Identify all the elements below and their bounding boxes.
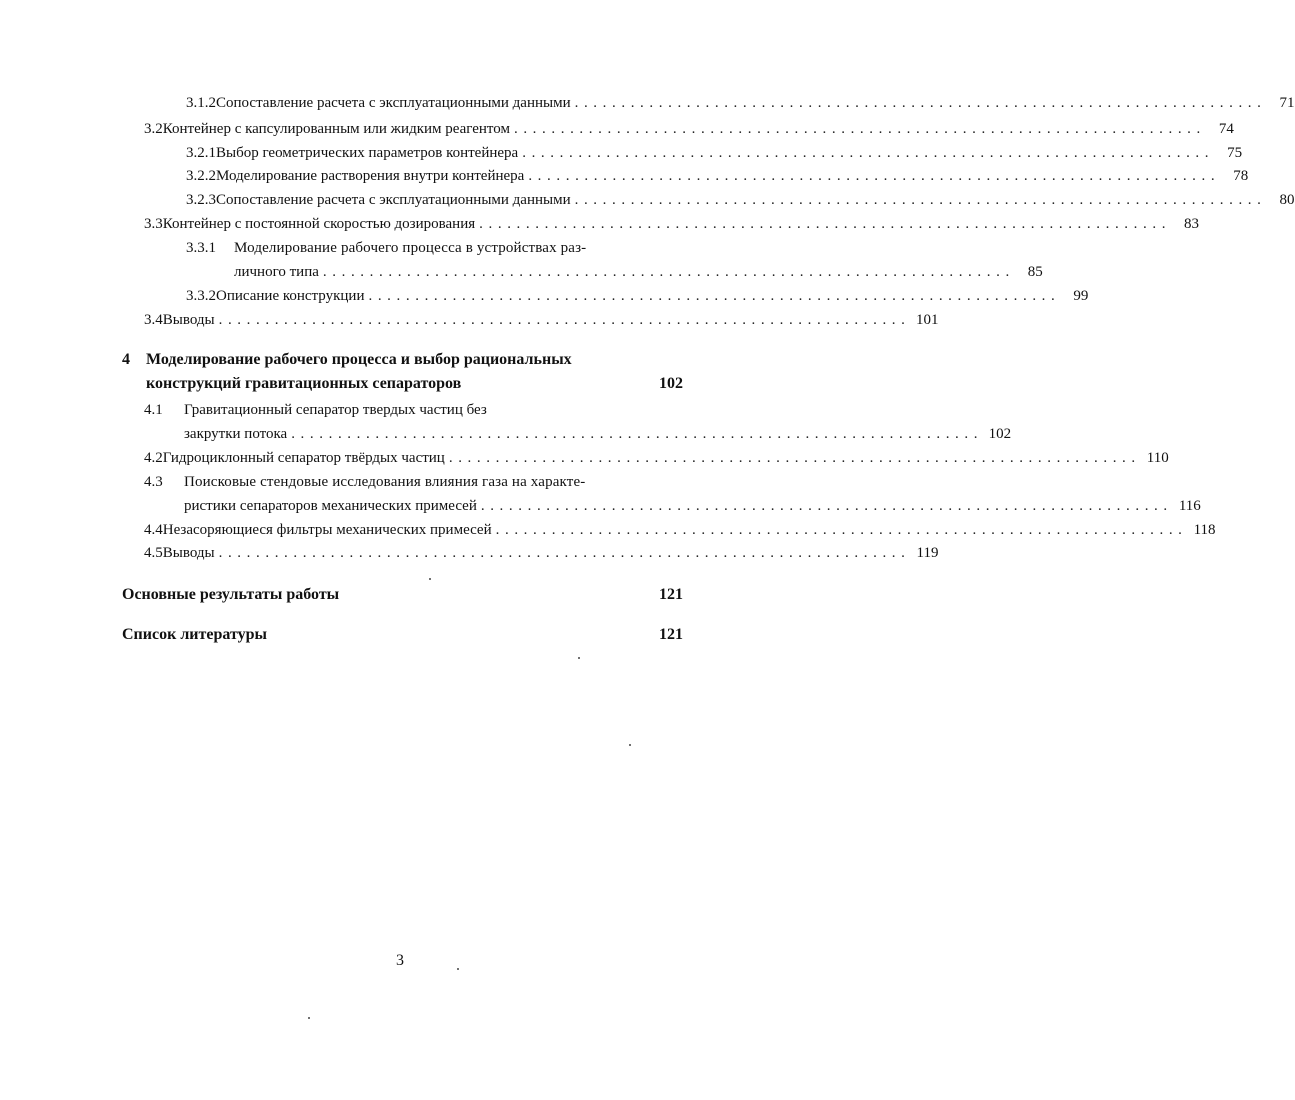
scan-speck bbox=[578, 657, 580, 659]
dot-leader: .......................................................................... bbox=[522, 145, 1215, 161]
dot-leader: .......................................................................... bbox=[574, 192, 1267, 208]
toc-entry bbox=[186, 192, 1295, 209]
toc-chapter-title: Основные результаты работы bbox=[122, 586, 340, 603]
toc-entry-title: Сопоставление расчета с эксплуатационными данными bbox=[216, 95, 571, 111]
scan-speck bbox=[629, 744, 631, 746]
dot-leader: .......................................................................... bbox=[368, 288, 1061, 304]
toc-entry-page: 80 bbox=[1279, 192, 1295, 208]
toc-entry-title: Гравитационный сепаратор твердых частиц без bbox=[184, 402, 487, 418]
toc-entry bbox=[144, 545, 939, 562]
toc-chapter-continuation bbox=[146, 375, 683, 393]
toc-entry-page: 118 bbox=[1193, 522, 1216, 538]
toc-entry bbox=[144, 474, 683, 491]
dot-leader: .......................................................................... bbox=[291, 426, 984, 442]
toc-entry-title: Гидроциклонный сепаратор твёрдых частиц bbox=[162, 450, 445, 466]
toc-entry bbox=[144, 402, 683, 419]
toc-entry-number: 4.5 bbox=[144, 545, 163, 561]
toc-chapter-page: 121 bbox=[659, 586, 683, 603]
toc-entry-page: 102 bbox=[988, 426, 1012, 442]
dot-leader: .......................................................................... bbox=[495, 522, 1188, 538]
toc-entry-title: Незасоряющиеся фильтры механических примесей bbox=[162, 522, 492, 538]
page-number: 3 bbox=[396, 952, 404, 969]
toc-entry-continuation bbox=[184, 426, 1012, 443]
toc-entry-page: 116 bbox=[1178, 498, 1201, 514]
toc-entry-page: 83 bbox=[1184, 216, 1200, 232]
toc-entry-title: личного типа bbox=[234, 264, 319, 280]
toc-entry-number: 3.2 bbox=[144, 121, 163, 137]
toc-entry-title: ристики сепараторов механических примесей bbox=[184, 498, 477, 514]
toc-entry-title: Выводы bbox=[162, 312, 215, 328]
dot-leader: .......................................................................... bbox=[513, 121, 1206, 137]
dot-leader: .......................................................................... bbox=[574, 95, 1267, 111]
toc-entry-title: закрутки потока bbox=[184, 426, 288, 442]
toc-entry bbox=[186, 145, 1243, 162]
toc-chapter-number: 4 bbox=[122, 351, 130, 368]
scan-speck bbox=[457, 968, 459, 970]
toc-entry bbox=[186, 288, 1089, 305]
dot-leader: .......................................................................... bbox=[322, 264, 1015, 280]
toc-entry-number: 4.3 bbox=[144, 474, 163, 490]
toc-entry-page: 110 bbox=[1146, 450, 1169, 466]
toc-entry-number: 3.4 bbox=[144, 312, 163, 328]
dot-leader: .......................................................................... bbox=[528, 168, 1221, 184]
toc-entry bbox=[144, 312, 939, 329]
toc-entry-number: 4.2 bbox=[144, 450, 163, 466]
toc-entry-number: 3.2.2 bbox=[186, 168, 216, 184]
toc-entry-title: Выбор геометрических параметров контейнера bbox=[216, 145, 519, 161]
toc-entry bbox=[186, 240, 683, 257]
toc-chapter bbox=[122, 626, 683, 644]
toc-entry-page: 99 bbox=[1073, 288, 1089, 304]
toc-entry-page: 119 bbox=[916, 545, 939, 561]
toc-entry-title: Поисковые стендовые исследования влияния газа на характе- bbox=[184, 474, 586, 490]
toc-chapter-title: Список литературы bbox=[122, 626, 267, 643]
toc-entry-continuation bbox=[184, 498, 1201, 515]
toc-entry-number: 3.3 bbox=[144, 216, 163, 232]
toc-entry-page: 101 bbox=[916, 312, 939, 328]
toc-entry-title: Моделирование растворения внутри контейнера bbox=[216, 168, 525, 184]
toc-entry-number: 3.1.2 bbox=[186, 95, 216, 111]
toc-entry-continuation bbox=[234, 264, 1043, 281]
toc-chapter bbox=[122, 586, 683, 604]
scan-speck bbox=[429, 578, 431, 580]
toc-entry-title: Выводы bbox=[162, 545, 215, 561]
toc-entry-page: 78 bbox=[1233, 168, 1249, 184]
toc-entry-number: 3.3.2 bbox=[186, 288, 216, 304]
dot-leader: .......................................................................... bbox=[218, 545, 911, 561]
toc-entry bbox=[186, 95, 1295, 112]
toc-entry-number: 4.1 bbox=[144, 402, 163, 418]
toc-entry-page: 75 bbox=[1227, 145, 1243, 161]
toc-entry-title: Описание конструкции bbox=[216, 288, 365, 304]
toc-entry-page: 74 bbox=[1218, 121, 1234, 137]
toc-chapter-page: 121 bbox=[659, 626, 683, 643]
toc-entry-number: 3.2.1 bbox=[186, 145, 216, 161]
toc-entry bbox=[144, 450, 1169, 467]
toc-entry-title: Моделирование рабочего процесса в устройствах раз- bbox=[234, 240, 587, 256]
toc-entry-title: Контейнер с капсулированным или жидким реагентом bbox=[162, 121, 510, 137]
dot-leader: .......................................................................... bbox=[448, 450, 1141, 466]
toc-entry-title: Контейнер с постоянной скоростью дозирования bbox=[162, 216, 476, 232]
toc-chapter-title: конструкций гравитационных сепараторов bbox=[146, 375, 462, 392]
toc-entry-title: Сопоставление расчета с эксплуатационными данными bbox=[216, 192, 571, 208]
toc-entry-page: 85 bbox=[1027, 264, 1043, 280]
scan-speck bbox=[308, 1017, 310, 1019]
toc-entry bbox=[144, 522, 1216, 539]
dot-leader: .......................................................................... bbox=[218, 312, 911, 328]
toc-entry bbox=[144, 121, 1234, 138]
toc-entry-number: 3.2.3 bbox=[186, 192, 216, 208]
toc-chapter-title: Моделирование рабочего процесса и выбор рациональных bbox=[146, 351, 572, 368]
dot-leader: .......................................................................... bbox=[480, 498, 1173, 514]
toc-entry-number: 3.3.1 bbox=[186, 240, 216, 256]
dot-leader: .......................................................................... bbox=[479, 216, 1172, 232]
toc-entry-number: 4.4 bbox=[144, 522, 163, 538]
toc-chapter-page: 102 bbox=[659, 375, 683, 392]
toc-entry-page: 71 bbox=[1279, 95, 1295, 111]
toc-entry bbox=[144, 216, 1200, 233]
toc-chapter bbox=[122, 351, 683, 369]
toc-entry bbox=[186, 168, 1249, 185]
